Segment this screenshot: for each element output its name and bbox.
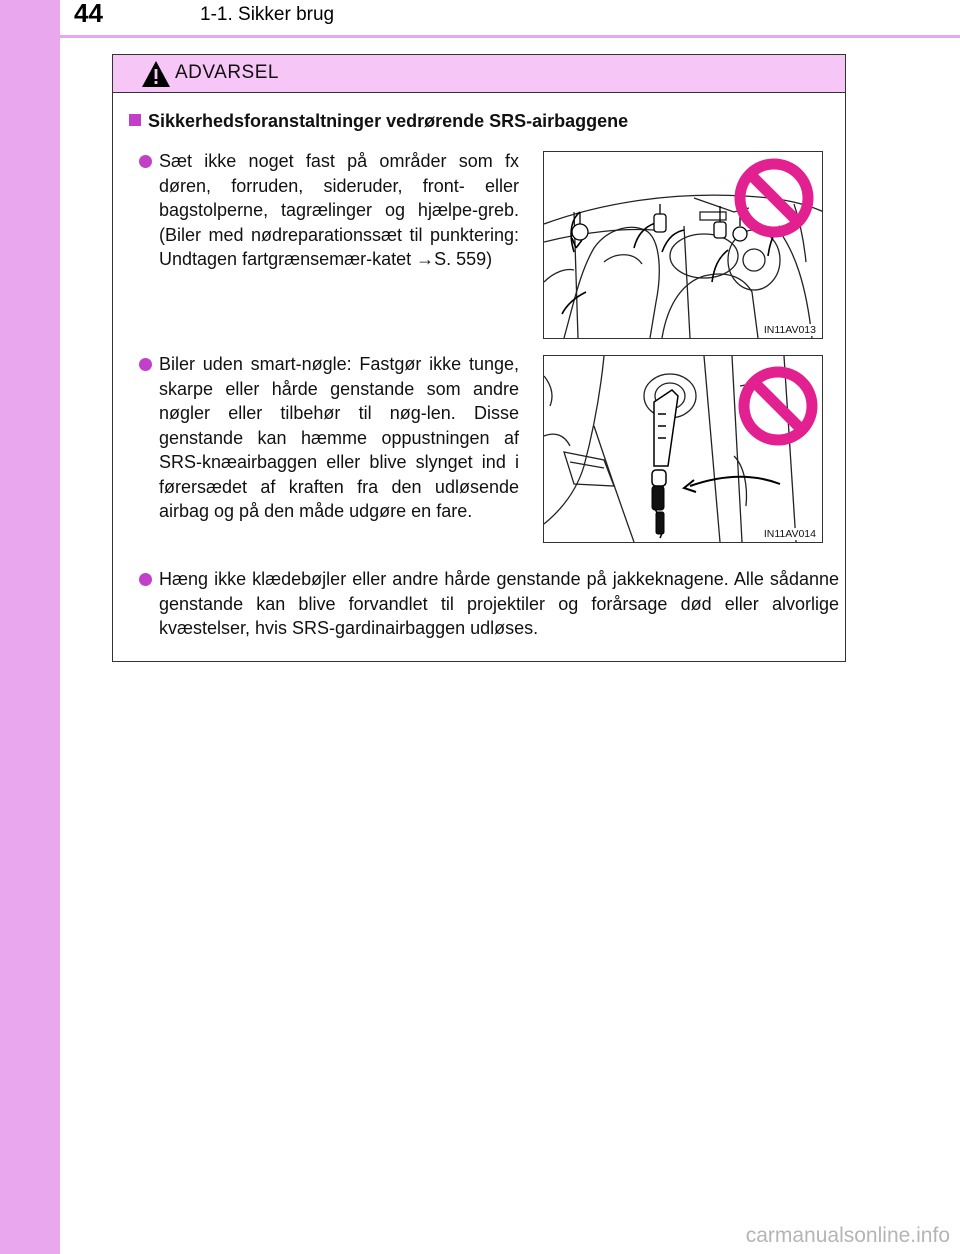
warning-box [112,54,846,662]
warning-heading [129,111,628,132]
prohibition-icon [744,372,812,440]
figure-dashboard-prohibited [543,151,823,339]
figure-code: IN11AV014 [763,528,816,540]
warning-label: ADVARSEL [175,62,279,83]
bullet-icon [139,573,152,586]
dashboard-illustration [544,152,823,339]
figure-code: IN11AV013 [763,324,816,336]
figure-key-prohibited [543,355,823,543]
bullet-icon [139,155,152,168]
warning-triangle-icon [141,60,171,88]
section-title: 1-1. Sikker brug [200,4,335,25]
bullet-icon [139,358,152,371]
warning-item-text: Biler uden smart-nøgle: Fastgør ikke tunge, skarpe eller hårde genstande som andre nøgler eller tilbehør til nøg-len. Disse genstande kan hæmme oppustningen af SRS-knæairbaggen eller blive slynget ind i førersædet af kraften fra den udløsende airbag og på den måde udgøre en fare. [159,354,519,521]
warning-header [113,55,845,93]
warning-heading-text: Sikkerhedsforanstaltninger vedrørende SRS-airbaggene [148,111,629,131]
square-bullet-icon [129,114,141,126]
page-number: 44 [74,0,103,28]
ignition-key-illustration [544,356,823,543]
header-rule [0,35,960,38]
prohibition-icon [740,164,808,232]
left-margin-band [0,0,60,1254]
warning-item-text: Sæt ikke noget fast på områder som fx døren, forruden, sideruder, front- eller bagstolperne, tagrælinger og hjælpe-greb. (Biler med nødreparationssæt til punktering: Undtagen fartgrænsemær-katet →S. 559) [159,151,519,269]
warning-item-text: Hæng ikke klædebøjler eller andre hårde genstande på jakkeknagene. Alle sådanne genstande kan blive forvandlet til projektiler og forårsage død eller alvorlige kvæstelser, hvis SRS-gardinairbaggen udløses. [159,569,839,638]
watermark: carmanualsonline.info [745,1224,950,1247]
